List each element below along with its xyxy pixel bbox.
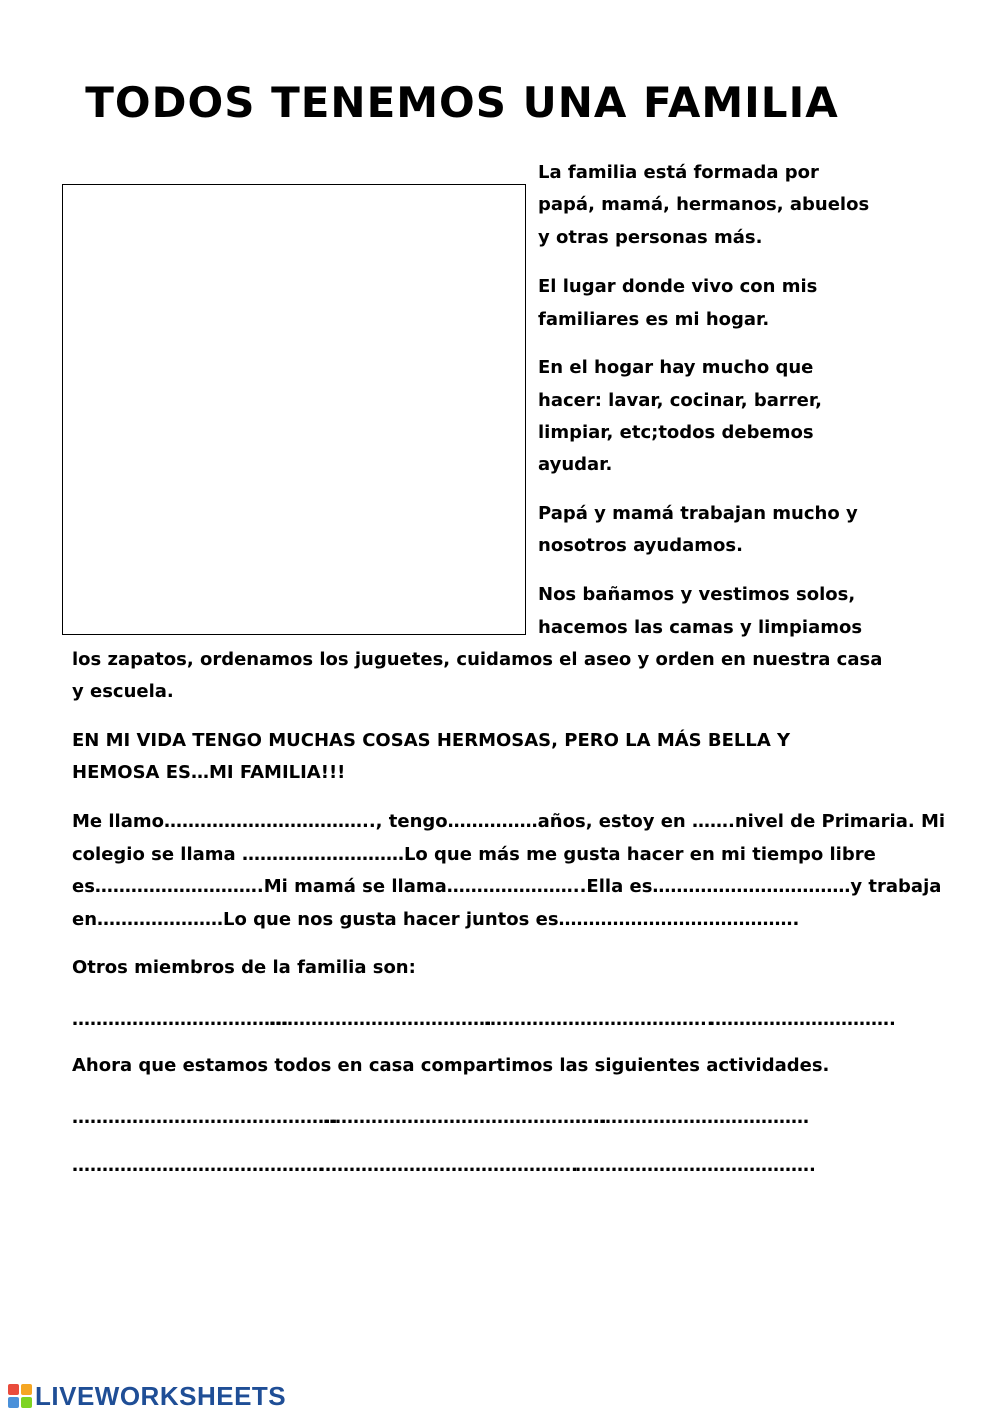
fill-in-line: colegio se llama ………………………Lo que más me gusta hacer en mi tiempo libre [72,844,876,865]
page-title: TODOS TENEMOS UNA FAMILIA [85,78,839,127]
activity-blank[interactable]: ……………………………………….. [323,1107,607,1128]
activities-label: Ahora que estamos todos en casa compartimos las siguientes actividades. [72,1055,830,1076]
paragraph-line: los zapatos, ordenamos los juguetes, cuidamos el aseo y orden en nuestra casa [72,649,883,670]
paragraph-line: hacemos las camas y limpiamos [538,617,863,638]
fill-in-line: en…………………Lo que nos gusta hacer juntos es…………………………………. [72,909,800,930]
activity-blank[interactable]: ……………………………………. [319,1155,578,1176]
paragraph-line: y escuela. [72,681,174,702]
statement-line: HEMOSA ES…MI FAMILIA!!! [72,762,346,783]
fill-in-line: es……………………….Mi mamá se llama…………………..Ella es……………………………y trabaja [72,876,942,897]
paragraph-line: hacer: lavar, cocinar, barrer, [538,390,822,411]
member-blank[interactable]: ……………………………….. [484,1009,714,1030]
fill-in-line: Me llamo…………………………….., tengo……………años, estoy en …….nivel de Primaria. Mi [72,811,946,832]
member-blank[interactable]: ………………………………. [269,1009,492,1030]
paragraph-line: En el hogar hay mucho que [538,357,814,378]
logo-grid-icon [8,1384,32,1408]
member-blank[interactable]: …………………………. [709,1009,896,1030]
paragraph-line: limpiar, etc;todos debemos [538,422,814,443]
logo-text: LIVEWORKSHEETS [35,1380,287,1411]
paragraph-line: ayudar. [538,454,613,475]
liveworksheets-logo [8,1382,286,1410]
members-label: Otros miembros de la familia son: [72,957,416,978]
paragraph-line: El lugar donde vivo con mis [538,276,818,297]
paragraph-line: familiares es mi hogar. [538,309,770,330]
paragraph-line: nosotros ayudamos. [538,535,743,556]
member-blank[interactable]: ……………………………… [72,1009,288,1030]
image-placeholder-frame [62,184,526,635]
statement-line: EN MI VIDA TENGO MUCHAS COSAS HERMOSAS, PERO LA MÁS BELLA Y [72,730,791,751]
activity-blank[interactable]: …………………………………. [575,1155,816,1176]
activity-blank[interactable]: …………………………………….. [72,1107,338,1128]
activity-blank[interactable]: ………………………………… [575,1107,809,1128]
paragraph-line: papá, mamá, hermanos, abuelos [538,194,870,215]
activity-blank[interactable]: …………………………………… [72,1155,324,1176]
paragraph-line: La familia está formada por [538,162,819,183]
paragraph-line: y otras personas más. [538,227,763,248]
paragraph-line: Nos bañamos y vestimos solos, [538,584,856,605]
paragraph-line: Papá y mamá trabajan mucho y [538,503,858,524]
